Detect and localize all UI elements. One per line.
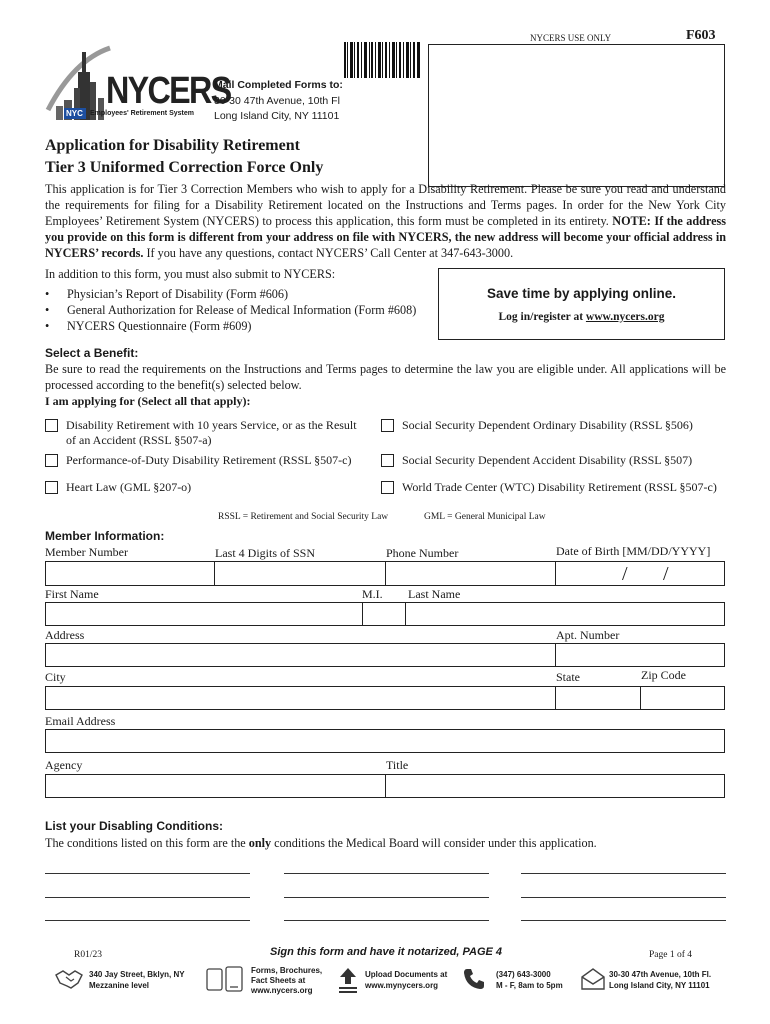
submit-bullet-2: • bbox=[45, 303, 50, 317]
checkbox-performance-of-duty[interactable] bbox=[45, 454, 58, 467]
checkbox-heart-law[interactable] bbox=[45, 481, 58, 494]
ssn-label: Last 4 Digits of SSN bbox=[215, 546, 316, 560]
agency-label: Agency bbox=[45, 758, 83, 772]
ssn-field[interactable] bbox=[214, 561, 386, 586]
intro-text: This application is for Tier 3 Correction Members who wish to apply for a Disability Retirement. Please be sure you read and understand the requirements for filing for a Disability Retirement located on the Instructions and Terms pages. In order for the New York City Employees’ Retirement System (NYCERS) to process this application, this form must be completed in its entirety. bbox=[45, 182, 726, 228]
gml-note: GML = General Municipal Law bbox=[424, 512, 546, 522]
benefit-instructions: Be sure to read the requirements on the Instructions and Terms pages to determine the law you are eligible under. All applications will be processed according to the benefit(s) selected below. bbox=[45, 362, 726, 392]
call-center-hours: M - F, 8am to 5pm bbox=[496, 981, 563, 990]
address-field[interactable] bbox=[45, 643, 556, 667]
last-name-field[interactable] bbox=[405, 602, 725, 626]
apply-online-login bbox=[438, 311, 725, 323]
submit-item-1: Physician’s Report of Disability (Form #606) bbox=[67, 287, 289, 301]
mail-heading: Mail Completed Forms to: bbox=[214, 79, 343, 91]
first-name-label: First Name bbox=[45, 587, 99, 601]
option-heart-law: Heart Law (GML §207-o) bbox=[66, 480, 192, 494]
phone-icon bbox=[462, 967, 486, 996]
submit-bullet-3: • bbox=[45, 319, 50, 333]
condition-line-2[interactable] bbox=[284, 873, 489, 874]
zip-code-field[interactable] bbox=[640, 686, 725, 710]
address-label: Address bbox=[45, 628, 85, 642]
upload-icon bbox=[336, 966, 360, 999]
option-disability-retirement-line1: Disability Retirement with 10 years Service, or as the Result bbox=[66, 418, 357, 432]
condition-line-6[interactable] bbox=[521, 897, 726, 898]
condition-line-7[interactable] bbox=[45, 920, 250, 921]
conditions-text bbox=[45, 835, 597, 851]
condition-line-8[interactable] bbox=[284, 920, 489, 921]
apply-online-box bbox=[438, 268, 725, 340]
apply-online-heading: Save time by applying online. bbox=[486, 286, 677, 301]
benefit-heading: Select a Benefit: bbox=[45, 346, 139, 360]
forms-line1: Forms, Brochures, bbox=[251, 966, 323, 975]
submit-item-2: General Authorization for Release of Medical Information (Form #608) bbox=[67, 303, 417, 317]
apt-number-field[interactable] bbox=[555, 643, 725, 667]
agency-field[interactable] bbox=[45, 774, 386, 798]
title-label: Title bbox=[386, 758, 409, 772]
dob-label: Date of Birth [MM/DD/YYYY] bbox=[556, 544, 711, 558]
contact-text: If you have any questions, contact NYCERS’ Call Center at 347-643-3000. bbox=[146, 246, 514, 260]
phone-label: Phone Number bbox=[386, 546, 459, 560]
conditions-text-bold: only bbox=[248, 836, 272, 850]
forms-line2: Fact Sheets at bbox=[251, 976, 306, 985]
city-field[interactable] bbox=[45, 686, 556, 710]
option-wtc-disability: World Trade Center (WTC) Disability Retirement (RSSL §507-c) bbox=[402, 480, 717, 494]
footer-mail-line2: Long Island City, NY 11101 bbox=[609, 981, 710, 990]
barcode bbox=[344, 42, 420, 78]
member-number-field[interactable] bbox=[45, 561, 215, 586]
email-label: Email Address bbox=[45, 714, 116, 728]
checkbox-ss-accident-disability[interactable] bbox=[381, 454, 394, 467]
sign-notarize-note: Sign this form and have it notarized, PAGE 4 bbox=[270, 946, 503, 958]
condition-line-9[interactable] bbox=[521, 920, 726, 921]
forms-line3: www.nycers.org bbox=[251, 986, 313, 995]
first-name-field[interactable] bbox=[45, 602, 363, 626]
conditions-text-before: The conditions listed on this form are the bbox=[45, 836, 246, 850]
nycers-wordmark: NYCERS bbox=[106, 70, 231, 112]
page-number: Page 1 of 4 bbox=[649, 950, 693, 960]
office-use-label: NYCERS USE ONLY bbox=[530, 33, 612, 43]
applying-label: I am applying for (Select all that apply): bbox=[45, 394, 251, 408]
checkbox-ss-ordinary-disability[interactable] bbox=[381, 419, 394, 432]
option-ss-ordinary-disability: Social Security Dependent Ordinary Disability (RSSL §506) bbox=[402, 418, 693, 432]
checkbox-wtc-disability[interactable] bbox=[381, 481, 394, 494]
note-label: NOTE: bbox=[612, 214, 651, 228]
intro-paragraph bbox=[45, 181, 726, 261]
walkin-address-line2: Mezzanine level bbox=[89, 981, 150, 990]
dob-separator-1: / bbox=[622, 563, 628, 585]
footer-mail-line1: 30-30 47th Avenue, 10th Fl. bbox=[609, 970, 712, 979]
nycers-website-link[interactable]: www.nycers.org bbox=[585, 311, 665, 323]
condition-line-4[interactable] bbox=[45, 897, 250, 898]
phone-field[interactable] bbox=[385, 561, 556, 586]
option-disability-retirement-line2: of an Accident (RSSL §507-a) bbox=[66, 433, 212, 447]
submit-bullet-1: • bbox=[45, 287, 50, 301]
nyc-badge-text: NYC bbox=[66, 109, 83, 118]
devices-icon bbox=[206, 966, 244, 997]
checkbox-disability-retirement[interactable] bbox=[45, 419, 58, 432]
zip-code-label: Zip Code bbox=[641, 668, 686, 682]
option-performance-of-duty: Performance-of-Duty Disability Retirement (RSSL §507-c) bbox=[66, 453, 352, 467]
form-subtitle: Tier 3 Uniformed Correction Force Only bbox=[45, 159, 324, 176]
note-text: If the address you provide on this form is different from your address on file with NYCERS, the new address will become your official address in NYCERS’ records. bbox=[45, 214, 727, 260]
mail-address-line2: Long Island City, NY 11101 bbox=[214, 110, 340, 122]
state-field[interactable] bbox=[555, 686, 641, 710]
logo-tagline: Employees' Retirement System bbox=[90, 110, 194, 117]
form-id: F603 bbox=[686, 28, 716, 43]
form-title: Application for Disability Retirement bbox=[45, 137, 300, 154]
apt-number-label: Apt. Number bbox=[556, 628, 620, 642]
dob-field[interactable] bbox=[555, 561, 725, 586]
dob-separator-2: / bbox=[663, 563, 669, 585]
member-number-label: Member Number bbox=[45, 545, 128, 559]
condition-line-3[interactable] bbox=[521, 873, 726, 874]
upload-line2: www.mynycers.org bbox=[365, 981, 439, 990]
title-field[interactable] bbox=[385, 774, 725, 798]
handshake-icon bbox=[54, 967, 84, 996]
last-name-label: Last Name bbox=[408, 587, 461, 601]
conditions-heading: List your Disabling Conditions: bbox=[45, 819, 223, 833]
revision-code: R01/23 bbox=[74, 950, 102, 960]
mail-envelope-icon bbox=[580, 967, 606, 996]
state-label: State bbox=[556, 670, 580, 684]
submit-lead: In addition to this form, you must also submit to NYCERS: bbox=[45, 267, 336, 281]
call-center-phone: (347) 643-3000 bbox=[496, 970, 551, 979]
mail-address-line1: 30-30 47th Avenue, 10th Fl bbox=[214, 95, 340, 107]
conditions-text-after: conditions the Medical Board will consider under this application. bbox=[274, 836, 597, 850]
rssl-note: RSSL = Retirement and Social Security Law bbox=[218, 512, 389, 522]
email-field[interactable] bbox=[45, 729, 725, 753]
walkin-address-line1: 340 Jay Street, Bklyn, NY bbox=[89, 970, 185, 979]
mi-field[interactable] bbox=[362, 602, 406, 626]
mi-label: M.I. bbox=[362, 587, 383, 601]
submit-item-3: NYCERS Questionnaire (Form #609) bbox=[67, 319, 252, 333]
condition-line-5[interactable] bbox=[284, 897, 489, 898]
option-ss-accident-disability: Social Security Dependent Accident Disability (RSSL §507) bbox=[402, 453, 693, 467]
condition-line-1[interactable] bbox=[45, 873, 250, 874]
city-label: City bbox=[45, 670, 66, 684]
upload-line1: Upload Documents at bbox=[365, 970, 448, 979]
office-use-box bbox=[428, 44, 725, 187]
member-info-heading: Member Information: bbox=[45, 529, 165, 543]
login-text: Log in/register at bbox=[498, 311, 584, 323]
